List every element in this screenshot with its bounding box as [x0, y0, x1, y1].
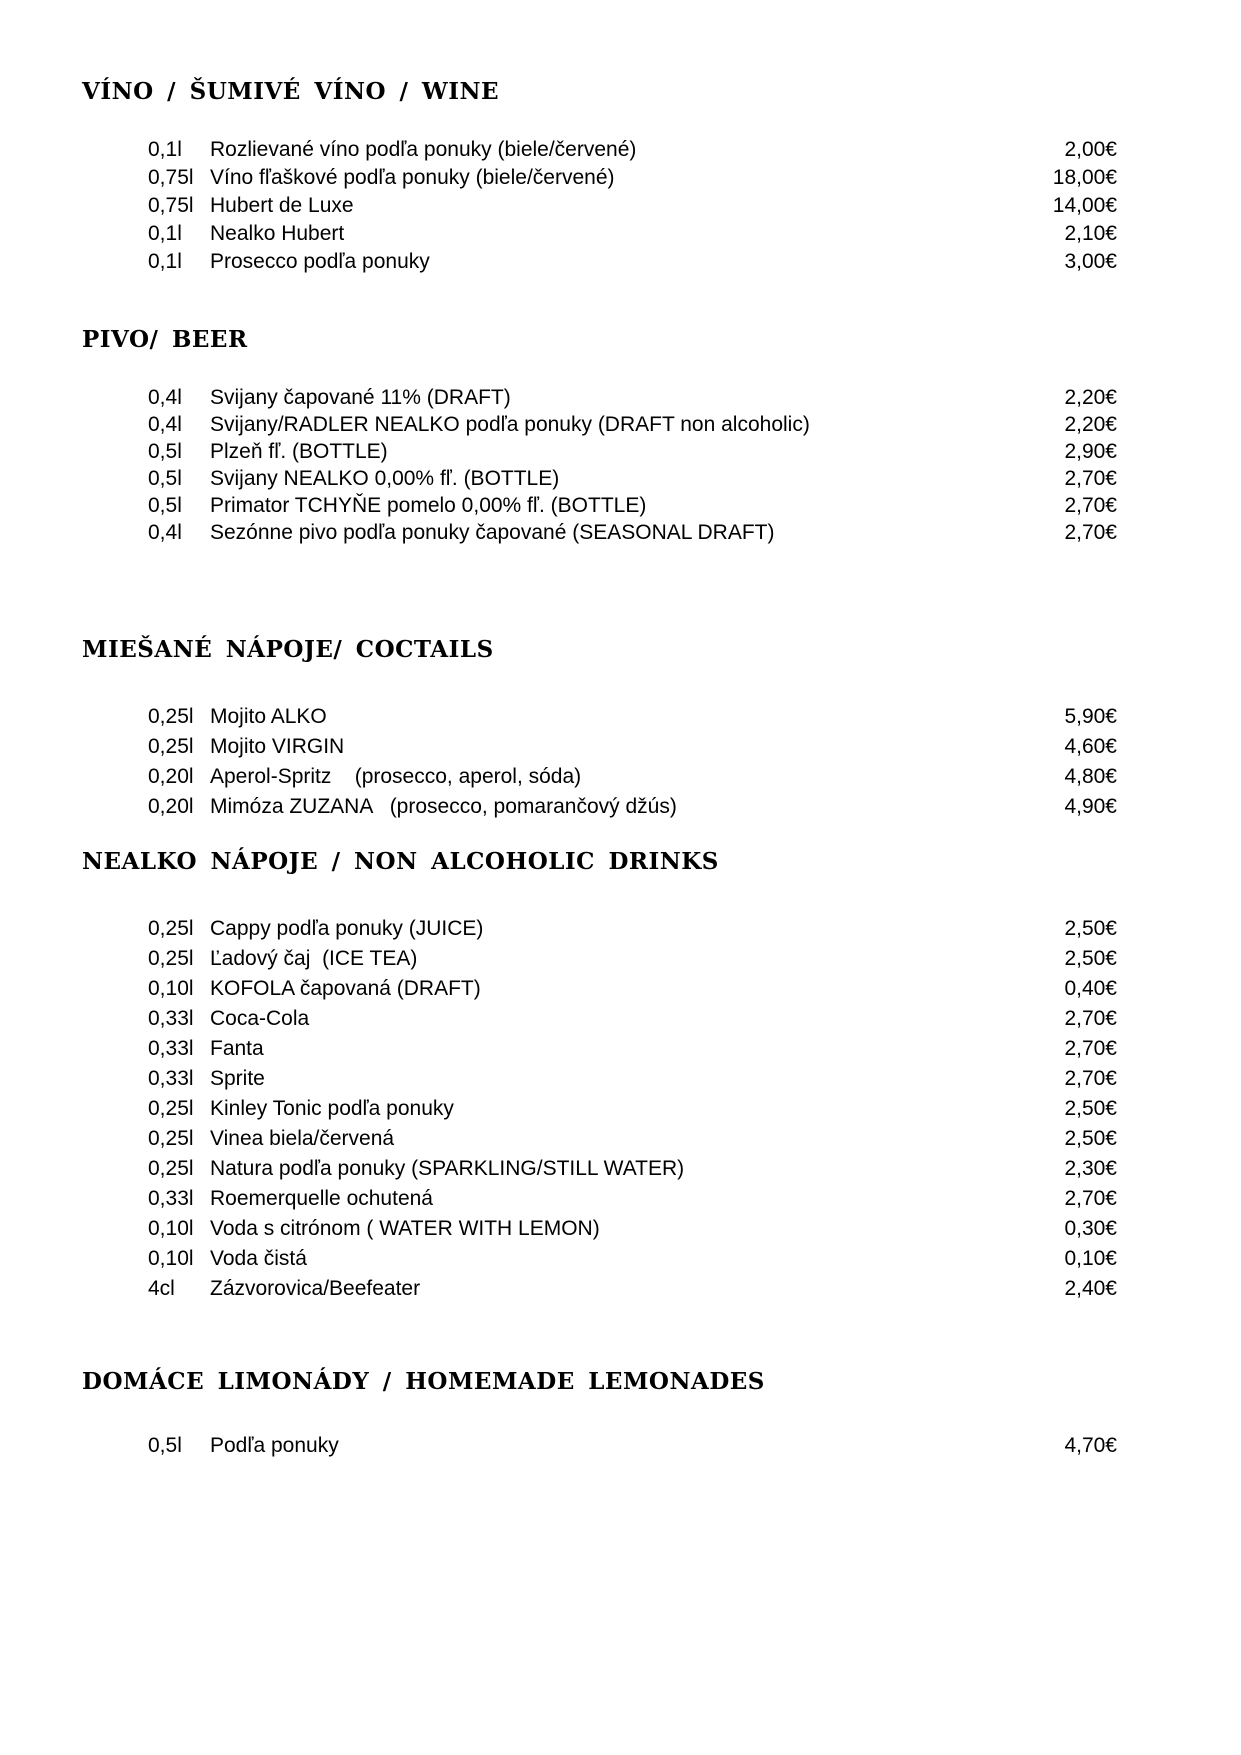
item-price: 4,90€ — [1064, 795, 1117, 818]
menu-item-row — [82, 1154, 1117, 1184]
menu-item-row — [82, 192, 1117, 220]
item-price: 4,60€ — [1064, 735, 1117, 758]
item-volume: 0,75l — [148, 166, 194, 189]
item-name: Fanta — [210, 1037, 264, 1060]
item-name: Roemerquelle ochutená — [210, 1187, 433, 1210]
item-price: 2,50€ — [1064, 1127, 1117, 1150]
item-name: Hubert de Luxe — [210, 194, 354, 217]
item-name: Primator TCHYŇE pomelo 0,00% fľ. (BOTTLE) — [210, 494, 647, 517]
item-name: Aperol-Spritz (prosecco, aperol, sóda) — [210, 765, 582, 788]
item-price: 2,70€ — [1064, 1007, 1117, 1030]
item-volume: 0,1l — [148, 138, 182, 161]
item-name: Coca-Cola — [210, 1007, 310, 1030]
item-volume: 0,10l — [148, 977, 194, 1000]
item-name: Podľa ponuky — [210, 1434, 339, 1457]
item-volume: 0,25l — [148, 917, 194, 940]
item-volume: 0,10l — [148, 1217, 194, 1240]
section-wine-rows — [82, 136, 1117, 276]
section-lemonades-heading: DOMÁCE LIMONÁDY / HOMEMADE LEMONADES — [82, 1368, 765, 1395]
section-non-alcoholic-rows — [82, 914, 1117, 1304]
menu-item-row — [82, 1004, 1117, 1034]
menu-item-row — [82, 1244, 1117, 1274]
menu-item-row — [82, 974, 1117, 1004]
section-wine-heading: VÍNO / ŠUMIVÉ VÍNO / WINE — [82, 78, 500, 105]
item-volume: 0,20l — [148, 795, 194, 818]
section-non-alcoholic-heading: NEALKO NÁPOJE / NON ALCOHOLIC DRINKS — [82, 848, 719, 875]
item-volume: 0,5l — [148, 440, 182, 463]
item-name: Sprite — [210, 1067, 265, 1090]
menu-item-row — [82, 136, 1117, 164]
item-volume: 0,33l — [148, 1187, 194, 1210]
section-lemonades — [82, 1368, 1117, 1460]
item-volume: 0,1l — [148, 222, 182, 245]
menu-item-row — [82, 519, 1117, 546]
item-price: 4,80€ — [1064, 765, 1117, 788]
section-beer — [82, 326, 1117, 546]
item-name: Svijany NEALKO 0,00% fľ. (BOTTLE) — [210, 467, 560, 490]
section-cocktails-heading: MIEŠANÉ NÁPOJE/ COCTAILS — [82, 636, 494, 663]
item-price: 2,70€ — [1064, 1067, 1117, 1090]
section-non-alcoholic — [82, 848, 1117, 1304]
item-price: 3,00€ — [1064, 250, 1117, 273]
item-price: 2,10€ — [1064, 222, 1117, 245]
item-price: 2,70€ — [1064, 467, 1117, 490]
menu-item-row — [82, 944, 1117, 974]
item-name: Voda čistá — [210, 1247, 307, 1270]
item-price: 2,50€ — [1064, 1097, 1117, 1120]
item-volume: 0,5l — [148, 467, 182, 490]
item-volume: 0,33l — [148, 1007, 194, 1030]
menu-item-row — [82, 492, 1117, 519]
item-name: Mimóza ZUZANA (prosecco, pomarančový džús) — [210, 795, 677, 818]
item-price: 5,90€ — [1064, 705, 1117, 728]
item-price: 14,00€ — [1052, 194, 1117, 217]
item-price: 2,70€ — [1064, 1187, 1117, 1210]
menu-item-row — [82, 465, 1117, 492]
item-volume: 0,5l — [148, 1434, 182, 1457]
menu-item-row — [82, 411, 1117, 438]
item-name: Zázvorovica/Beefeater — [210, 1277, 421, 1300]
item-price: 2,30€ — [1064, 1157, 1117, 1180]
item-volume: 0,4l — [148, 521, 182, 544]
menu-item-row — [82, 1034, 1117, 1064]
section-beer-heading: PIVO/ BEER — [82, 326, 248, 353]
menu-item-row — [82, 1214, 1117, 1244]
item-name: Mojito VIRGIN — [210, 735, 345, 758]
item-price: 0,30€ — [1064, 1217, 1117, 1240]
menu-item-row — [82, 384, 1117, 411]
menu-item-row — [82, 220, 1117, 248]
item-name: Mojito ALKO — [210, 705, 327, 728]
item-volume: 0,75l — [148, 194, 194, 217]
item-volume: 0,20l — [148, 765, 194, 788]
item-price: 2,70€ — [1064, 521, 1117, 544]
menu-item-row — [82, 732, 1117, 762]
item-name: Plzeň fľ. (BOTTLE) — [210, 440, 388, 463]
item-price: 2,20€ — [1064, 386, 1117, 409]
item-price: 2,40€ — [1064, 1277, 1117, 1300]
item-name: Víno fľaškové podľa ponuky (biele/červené) — [210, 166, 615, 189]
item-price: 0,40€ — [1064, 977, 1117, 1000]
item-volume: 0,4l — [148, 413, 182, 436]
item-volume: 0,4l — [148, 386, 182, 409]
menu-item-row — [82, 1184, 1117, 1214]
item-volume: 0,5l — [148, 494, 182, 517]
item-name: Svijany/RADLER NEALKO podľa ponuky (DRAFT non alcoholic) — [210, 413, 810, 436]
item-price: 4,70€ — [1064, 1434, 1117, 1457]
item-name: Voda s citrónom ( WATER WITH LEMON) — [210, 1217, 600, 1240]
menu-item-row — [82, 1274, 1117, 1304]
item-price: 2,90€ — [1064, 440, 1117, 463]
item-volume: 4cl — [148, 1277, 175, 1300]
item-name: Natura podľa ponuky (SPARKLING/STILL WATER) — [210, 1157, 685, 1180]
item-price: 18,00€ — [1052, 166, 1117, 189]
item-name: Kinley Tonic podľa ponuky — [210, 1097, 454, 1120]
item-volume: 0,25l — [148, 1157, 194, 1180]
menu-item-row — [82, 164, 1117, 192]
item-volume: 0,25l — [148, 705, 194, 728]
item-volume: 0,33l — [148, 1067, 194, 1090]
item-price: 2,50€ — [1064, 947, 1117, 970]
item-price: 0,10€ — [1064, 1247, 1117, 1270]
menu-item-row — [82, 438, 1117, 465]
section-lemonades-rows — [82, 1432, 1117, 1460]
item-name: KOFOLA čapovaná (DRAFT) — [210, 977, 481, 1000]
item-volume: 0,10l — [148, 1247, 194, 1270]
menu-item-row — [82, 1124, 1117, 1154]
item-name: Prosecco podľa ponuky — [210, 250, 430, 273]
item-name: Vinea biela/červená — [210, 1127, 395, 1150]
menu-item-row — [82, 1064, 1117, 1094]
menu-item-row — [82, 702, 1117, 732]
item-price: 2,70€ — [1064, 1037, 1117, 1060]
item-volume: 0,25l — [148, 735, 194, 758]
section-beer-rows — [82, 384, 1117, 546]
item-name: Svijany čapované 11% (DRAFT) — [210, 386, 511, 409]
menu-item-row — [82, 762, 1117, 792]
menu-item-row — [82, 1094, 1117, 1124]
item-volume: 0,33l — [148, 1037, 194, 1060]
item-volume: 0,25l — [148, 947, 194, 970]
menu-item-row — [82, 914, 1117, 944]
section-wine — [82, 78, 1117, 276]
item-volume: 0,25l — [148, 1097, 194, 1120]
item-name: Sezónne pivo podľa ponuky čapované (SEASONAL DRAFT) — [210, 521, 775, 544]
section-cocktails-rows — [82, 702, 1117, 822]
menu-item-row — [82, 248, 1117, 276]
item-name: Rozlievané víno podľa ponuky (biele/červené) — [210, 138, 637, 161]
item-name: Ľadový čaj (ICE TEA) — [210, 947, 418, 970]
item-price: 2,20€ — [1064, 413, 1117, 436]
section-cocktails — [82, 636, 1117, 822]
item-name: Nealko Hubert — [210, 222, 345, 245]
menu-item-row — [82, 1432, 1117, 1460]
item-price: 2,00€ — [1064, 138, 1117, 161]
item-volume: 0,25l — [148, 1127, 194, 1150]
item-price: 2,70€ — [1064, 494, 1117, 517]
item-price: 2,50€ — [1064, 917, 1117, 940]
item-name: Cappy podľa ponuky (JUICE) — [210, 917, 484, 940]
item-volume: 0,1l — [148, 250, 182, 273]
menu-item-row — [82, 792, 1117, 822]
